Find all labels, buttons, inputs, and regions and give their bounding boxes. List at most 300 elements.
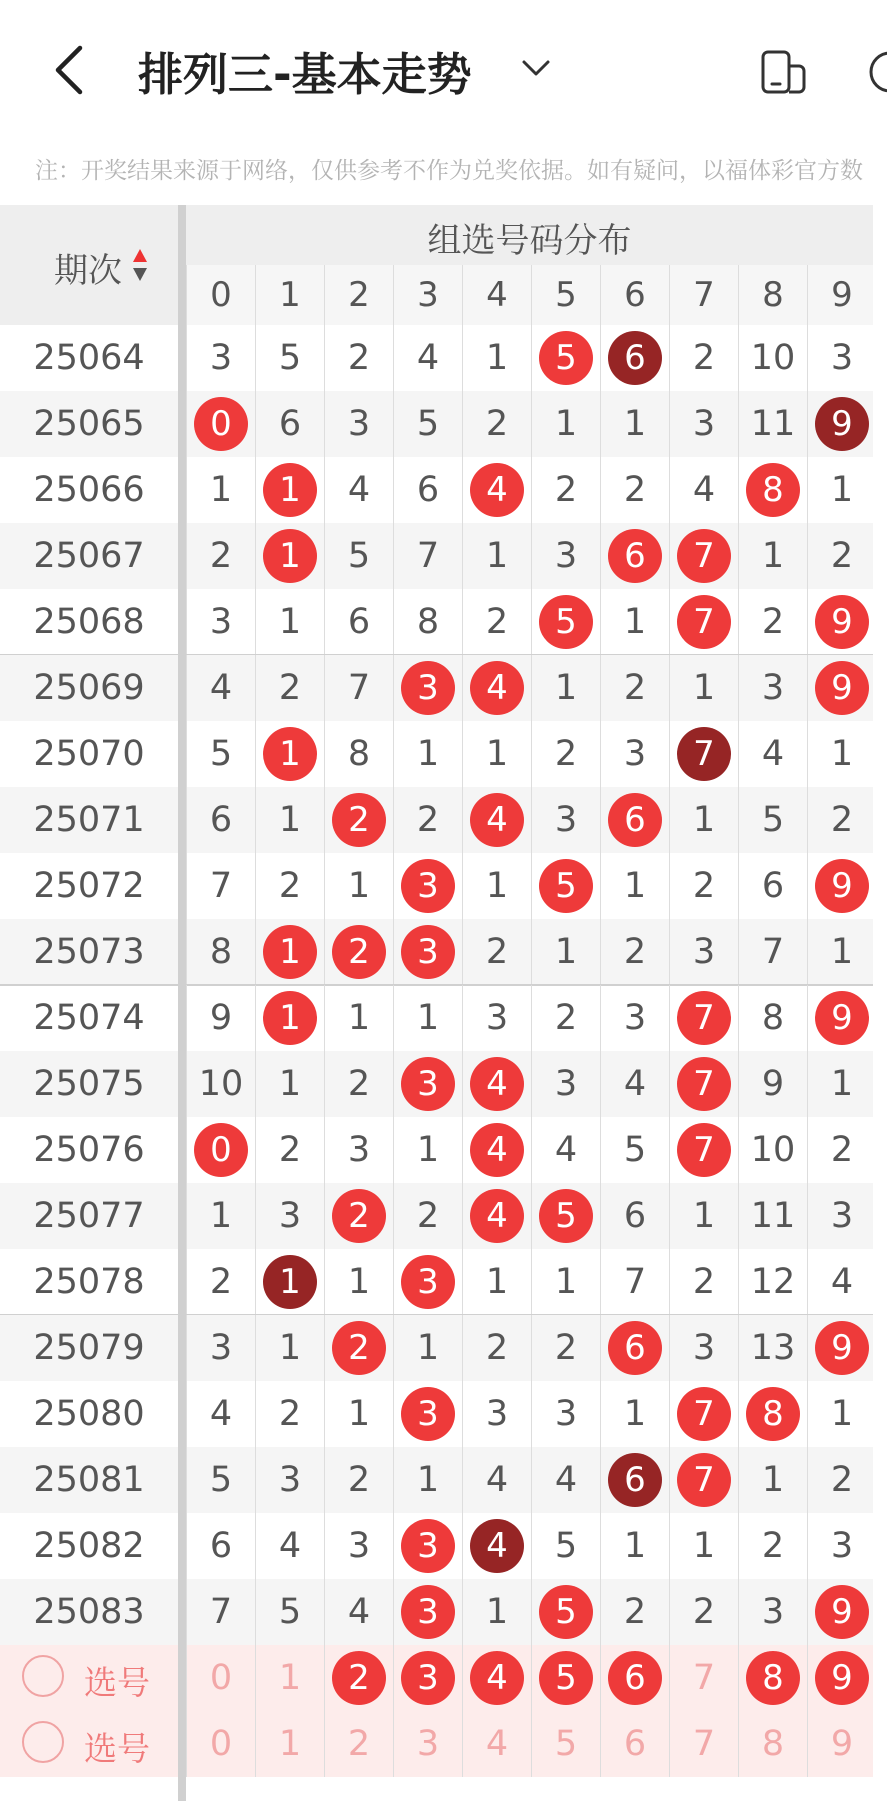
digit-cell: 1	[255, 787, 324, 853]
digit-cell: 3	[669, 391, 738, 457]
digit-cell: 7	[324, 655, 393, 721]
table-row	[0, 1579, 887, 1645]
digit-cell: 1	[807, 1381, 876, 1447]
digit-cell[interactable]: 4	[462, 1711, 531, 1777]
radio-circle-icon[interactable]	[22, 1721, 64, 1763]
drawn-number-ball[interactable]: 8	[746, 1651, 800, 1705]
device-icon	[760, 48, 808, 96]
digit-cell: 2	[807, 1447, 876, 1513]
app-header	[0, 0, 887, 140]
period-number: 25070	[33, 734, 145, 774]
digit-cell: 4	[462, 1447, 531, 1513]
digit-cell: 2	[600, 457, 669, 523]
digit-cell	[324, 787, 393, 853]
digit-cell: 1	[186, 1183, 255, 1249]
drawn-number-ball: 1	[263, 991, 317, 1045]
digit-cell: 7	[186, 853, 255, 919]
period-number: 25082	[33, 1526, 145, 1566]
digit-cell: 1	[531, 655, 600, 721]
digit-cell: 3	[669, 919, 738, 985]
drawn-number-ball: 5	[539, 1189, 593, 1243]
digit-cell[interactable]: 8	[738, 1711, 807, 1777]
digit-cell	[255, 919, 324, 985]
period-number: 25072	[33, 866, 145, 906]
digit-cell: 1	[255, 1315, 324, 1381]
digit-cell[interactable]	[324, 1645, 393, 1711]
title-dropdown-button[interactable]	[521, 56, 551, 80]
drawn-number-ball: 3	[401, 661, 455, 715]
digit-cell: 4	[186, 655, 255, 721]
period-number: 25081	[33, 1460, 145, 1500]
digit-cell: 2	[255, 655, 324, 721]
drawn-number-ball: 0	[194, 1123, 248, 1177]
period-number: 25068	[33, 602, 145, 642]
table-row	[0, 721, 887, 787]
drawn-number-ball: 3	[401, 1387, 455, 1441]
digit-cell: 9	[738, 1051, 807, 1117]
period-header[interactable]	[0, 205, 178, 325]
drawn-number-ball: 3	[401, 859, 455, 913]
digit-cell: 2	[531, 985, 600, 1051]
digit-cell: 2	[669, 1579, 738, 1645]
digit-cell	[600, 1447, 669, 1513]
digit-cell: 2	[738, 589, 807, 655]
digit-cell: 1	[600, 1381, 669, 1447]
table-row	[0, 1447, 887, 1513]
repeat-number-ball: 9	[815, 397, 869, 451]
digit-cell	[531, 1183, 600, 1249]
digit-cell	[324, 919, 393, 985]
digit-cell	[462, 1117, 531, 1183]
digit-cell	[186, 391, 255, 457]
drawn-number-ball: 2	[332, 793, 386, 847]
digit-cell	[600, 1315, 669, 1381]
digit-cell	[255, 985, 324, 1051]
digit-cell: 3	[186, 589, 255, 655]
drawn-number-ball: 1	[263, 463, 317, 517]
digit-cell	[462, 655, 531, 721]
digit-cell: 1	[669, 1183, 738, 1249]
digit-cell: 3	[255, 1447, 324, 1513]
digit-cell: 1	[393, 721, 462, 787]
digit-cell: 1	[324, 1249, 393, 1315]
digit-cell	[807, 391, 876, 457]
digit-cell: 4	[807, 1249, 876, 1315]
drawn-number-ball: 4	[470, 1189, 524, 1243]
page-title[interactable]: 排列三-基本走势	[138, 48, 472, 101]
digit-cell: 3	[186, 1315, 255, 1381]
drawn-number-ball: 5	[539, 859, 593, 913]
digit-cell: 7	[393, 523, 462, 589]
drawn-number-ball: 5	[539, 331, 593, 385]
right-edge	[873, 205, 887, 1801]
digit-cell	[393, 1579, 462, 1645]
drawn-number-ball[interactable]: 2	[332, 1651, 386, 1705]
digit-cell: 2	[669, 853, 738, 919]
digit-cell	[462, 1513, 531, 1579]
chevron-down-icon	[521, 56, 551, 80]
digit-cell: 2	[669, 325, 738, 391]
digit-cell: 6	[738, 853, 807, 919]
digit-header-4: 4	[462, 265, 531, 325]
digit-cell[interactable]	[807, 1645, 876, 1711]
digit-cell: 3	[531, 1051, 600, 1117]
digit-header-3: 3	[393, 265, 462, 325]
drawn-number-ball: 2	[332, 1321, 386, 1375]
digit-cell: 2	[462, 919, 531, 985]
digit-cell: 2	[393, 787, 462, 853]
table-row	[0, 1315, 887, 1381]
period-number: 25065	[33, 404, 145, 444]
digit-cell: 1	[186, 457, 255, 523]
table-row	[0, 919, 887, 985]
digit-cell	[324, 1315, 393, 1381]
drawn-number-ball: 7	[677, 991, 731, 1045]
drawn-number-ball: 9	[815, 661, 869, 715]
digit-cell[interactable]: 2	[324, 1711, 393, 1777]
digit-cell: 3	[600, 985, 669, 1051]
digit-cell: 1	[462, 523, 531, 589]
digit-cell: 5	[186, 1447, 255, 1513]
drawn-number-ball: 2	[332, 1189, 386, 1243]
digit-cell: 7	[186, 1579, 255, 1645]
select-number-toggle[interactable]	[0, 1645, 178, 1711]
digit-cell: 4	[531, 1447, 600, 1513]
digit-cell	[669, 985, 738, 1051]
digit-cell: 1	[324, 853, 393, 919]
digit-cell	[807, 853, 876, 919]
table-row	[0, 1117, 887, 1183]
digit-cell: 1	[462, 1579, 531, 1645]
drawn-number-ball[interactable]: 9	[815, 1651, 869, 1705]
table-row	[0, 589, 887, 655]
drawn-number-ball: 5	[539, 1585, 593, 1639]
digit-cell: 3	[186, 325, 255, 391]
digit-cell: 8	[738, 985, 807, 1051]
digit-cell: 6	[255, 391, 324, 457]
digit-cell	[807, 1579, 876, 1645]
digit-cell: 8	[186, 919, 255, 985]
drawn-number-ball: 5	[539, 595, 593, 649]
digit-cell	[669, 523, 738, 589]
drawn-number-ball: 2	[332, 925, 386, 979]
digit-cell: 3	[669, 1315, 738, 1381]
digit-cell	[393, 1249, 462, 1315]
digit-cell[interactable]: 1	[255, 1645, 324, 1711]
digit-cell: 1	[807, 1051, 876, 1117]
digit-header-8: 8	[738, 265, 807, 325]
digit-cell: 1	[462, 1249, 531, 1315]
digit-cell: 2	[255, 1381, 324, 1447]
drawn-number-ball: 3	[401, 1057, 455, 1111]
digit-cell: 2	[600, 1579, 669, 1645]
digit-cell	[807, 985, 876, 1051]
repeat-number-ball: 4	[470, 1519, 524, 1573]
digit-cell[interactable]	[393, 1645, 462, 1711]
digit-cell[interactable]: 0	[186, 1711, 255, 1777]
digit-cell	[738, 1381, 807, 1447]
digit-cell[interactable]: 7	[669, 1645, 738, 1711]
digit-cell[interactable]: 3	[393, 1711, 462, 1777]
digit-cell	[255, 721, 324, 787]
digit-cell: 1	[393, 1315, 462, 1381]
drawn-number-ball: 3	[401, 1519, 455, 1573]
digit-cell: 10	[738, 1117, 807, 1183]
drawn-number-ball: 6	[608, 1321, 662, 1375]
digit-cell: 2	[186, 1249, 255, 1315]
digit-cell: 3	[255, 1183, 324, 1249]
digit-cell: 1	[255, 589, 324, 655]
digit-cell[interactable]	[738, 1645, 807, 1711]
digit-cell: 4	[393, 325, 462, 391]
digit-cell: 1	[531, 391, 600, 457]
trend-table	[0, 205, 887, 1801]
select-number-label: 选号	[84, 1729, 150, 1768]
digit-cell: 4	[255, 1513, 324, 1579]
period-number: 25073	[33, 932, 145, 972]
digit-cell: 1	[462, 325, 531, 391]
drawn-number-ball[interactable]: 6	[608, 1651, 662, 1705]
digit-cell: 7	[600, 1249, 669, 1315]
drawn-number-ball: 1	[263, 727, 317, 781]
digit-cell: 5	[324, 523, 393, 589]
drawn-number-ball: 3	[401, 1255, 455, 1309]
digit-cell: 3	[324, 1513, 393, 1579]
digit-cell	[462, 787, 531, 853]
drawn-number-ball: 7	[677, 1057, 731, 1111]
digit-cell	[807, 1315, 876, 1381]
digit-cell: 6	[393, 457, 462, 523]
digit-cell	[669, 1381, 738, 1447]
digit-cell: 1	[531, 1249, 600, 1315]
digit-cell[interactable]: 7	[669, 1711, 738, 1777]
drawn-number-ball: 4	[470, 463, 524, 517]
drawn-number-ball: 8	[746, 1387, 800, 1441]
digit-cell: 2	[531, 1315, 600, 1381]
digit-cell: 3	[738, 655, 807, 721]
digit-cell	[393, 1513, 462, 1579]
back-button[interactable]	[50, 45, 90, 95]
drawn-number-ball: 7	[677, 529, 731, 583]
digit-header-2: 2	[324, 265, 393, 325]
period-number: 25067	[33, 536, 145, 576]
disclaimer-notice: 注：开奖结果来源于网络，仅供参考不作为兑奖依据。如有疑问，以福体彩官方数	[35, 158, 863, 184]
digit-cell[interactable]	[531, 1645, 600, 1711]
digit-header-9: 9	[807, 265, 876, 325]
radio-circle-icon[interactable]	[22, 1655, 64, 1697]
digit-cell	[669, 1051, 738, 1117]
digit-cell	[462, 457, 531, 523]
drawn-number-ball: 7	[677, 595, 731, 649]
digit-cell	[531, 853, 600, 919]
digit-header-0: 0	[186, 265, 255, 325]
digit-cell: 3	[738, 1579, 807, 1645]
device-button[interactable]	[760, 48, 808, 96]
more-circle-icon	[868, 50, 887, 94]
digit-cell: 1	[324, 985, 393, 1051]
drawn-number-ball: 7	[677, 1387, 731, 1441]
digit-cell: 1	[600, 391, 669, 457]
digit-cell: 1	[807, 721, 876, 787]
digit-cell: 6	[324, 589, 393, 655]
table-row	[0, 457, 887, 523]
drawn-number-ball: 9	[815, 859, 869, 913]
digit-cell[interactable]: 6	[600, 1711, 669, 1777]
more-button[interactable]	[868, 50, 887, 94]
digit-cell: 2	[738, 1513, 807, 1579]
group-distribution-header	[186, 205, 873, 325]
repeat-number-ball: 7	[677, 727, 731, 781]
digit-cell: 2	[186, 523, 255, 589]
digit-cell: 4	[186, 1381, 255, 1447]
digit-cell	[255, 1249, 324, 1315]
digit-cell: 5	[600, 1117, 669, 1183]
digit-cell: 3	[807, 1513, 876, 1579]
digit-cell[interactable]	[600, 1645, 669, 1711]
period-number: 25079	[33, 1328, 145, 1368]
digit-cell: 3	[807, 325, 876, 391]
digit-cell: 6	[600, 1183, 669, 1249]
digit-cell: 5	[186, 721, 255, 787]
drawn-number-ball[interactable]: 3	[401, 1651, 455, 1705]
digit-header-5: 5	[531, 265, 600, 325]
digit-cell: 2	[462, 391, 531, 457]
drawn-number-ball: 9	[815, 991, 869, 1045]
digit-cell: 3	[462, 985, 531, 1051]
digit-cell: 2	[807, 1117, 876, 1183]
drawn-number-ball: 6	[608, 793, 662, 847]
digit-cell: 1	[600, 853, 669, 919]
digit-cell	[600, 325, 669, 391]
digit-cell	[531, 1579, 600, 1645]
repeat-number-ball: 1	[263, 1255, 317, 1309]
digit-cell: 1	[600, 1513, 669, 1579]
period-number: 25076	[33, 1130, 145, 1170]
selection-row[interactable]	[0, 1645, 887, 1711]
drawn-number-ball: 7	[677, 1453, 731, 1507]
digit-cell	[669, 721, 738, 787]
drawn-number-ball: 9	[815, 1585, 869, 1639]
drawn-number-ball: 4	[470, 1057, 524, 1111]
table-row	[0, 1513, 887, 1579]
selection-row[interactable]	[0, 1711, 887, 1777]
digit-cell	[393, 655, 462, 721]
digit-cell	[462, 1051, 531, 1117]
table-row	[0, 853, 887, 919]
column-separator	[178, 205, 186, 1801]
digit-cell: 12	[738, 1249, 807, 1315]
table-row	[0, 1183, 887, 1249]
digit-cell: 10	[738, 325, 807, 391]
digit-cell: 1	[738, 523, 807, 589]
table-row	[0, 985, 887, 1051]
digit-cell[interactable]: 0	[186, 1645, 255, 1711]
digit-header-1: 1	[255, 265, 324, 325]
digit-cell[interactable]	[462, 1645, 531, 1711]
digit-cell: 2	[600, 919, 669, 985]
digit-cell[interactable]: 1	[255, 1711, 324, 1777]
table-row	[0, 391, 887, 457]
digit-cell[interactable]: 5	[531, 1711, 600, 1777]
period-number: 25066	[33, 470, 145, 510]
drawn-number-ball[interactable]: 4	[470, 1651, 524, 1705]
digit-cell: 4	[669, 457, 738, 523]
table-row	[0, 1249, 887, 1315]
drawn-number-ball: 0	[194, 397, 248, 451]
digit-cell: 11	[738, 1183, 807, 1249]
digit-cell: 1	[807, 919, 876, 985]
digit-cell: 4	[738, 721, 807, 787]
digit-cell	[600, 523, 669, 589]
digit-cell: 3	[324, 1117, 393, 1183]
table-row	[0, 523, 887, 589]
digit-cell: 13	[738, 1315, 807, 1381]
digit-cell: 8	[393, 589, 462, 655]
digit-cell: 3	[531, 787, 600, 853]
digit-cell: 1	[255, 1051, 324, 1117]
digit-cell	[186, 1117, 255, 1183]
digit-cell: 11	[738, 391, 807, 457]
digit-cell: 4	[531, 1117, 600, 1183]
repeat-number-ball: 6	[608, 1453, 662, 1507]
digit-cell	[669, 1447, 738, 1513]
digit-cell: 2	[255, 1117, 324, 1183]
digit-cell: 4	[324, 1579, 393, 1645]
digit-cell: 5	[531, 1513, 600, 1579]
drawn-number-ball: 4	[470, 661, 524, 715]
digit-cell	[669, 589, 738, 655]
sort-icon[interactable]	[132, 247, 148, 283]
digit-cell	[462, 1183, 531, 1249]
digit-cell: 1	[669, 655, 738, 721]
digit-cell: 2	[462, 589, 531, 655]
digit-cell: 1	[600, 589, 669, 655]
digit-cell	[669, 1117, 738, 1183]
digit-cell	[531, 325, 600, 391]
digit-cell	[600, 787, 669, 853]
digit-cell: 1	[807, 457, 876, 523]
digit-cell	[393, 919, 462, 985]
digit-cell: 9	[186, 985, 255, 1051]
drawn-number-ball: 7	[677, 1123, 731, 1177]
digit-cell: 7	[738, 919, 807, 985]
digit-cell: 5	[255, 1579, 324, 1645]
drawn-number-ball: 4	[470, 1123, 524, 1177]
digit-cell[interactable]: 9	[807, 1711, 876, 1777]
period-number: 25080	[33, 1394, 145, 1434]
drawn-number-ball[interactable]: 5	[539, 1651, 593, 1705]
digit-cell: 6	[186, 1513, 255, 1579]
digit-cell	[393, 1051, 462, 1117]
digit-cell: 2	[324, 1447, 393, 1513]
digit-cell: 2	[393, 1183, 462, 1249]
digit-cell: 1	[738, 1447, 807, 1513]
digit-cell	[531, 589, 600, 655]
digit-cell: 3	[531, 523, 600, 589]
select-number-toggle[interactable]	[0, 1711, 178, 1777]
digit-cell: 2	[531, 721, 600, 787]
digit-cell: 10	[186, 1051, 255, 1117]
digit-cell: 2	[324, 1051, 393, 1117]
table-row	[0, 787, 887, 853]
period-number: 25075	[33, 1064, 145, 1104]
digit-cell: 1	[462, 853, 531, 919]
digit-cell	[393, 853, 462, 919]
drawn-number-ball: 1	[263, 529, 317, 583]
digit-cell	[324, 1183, 393, 1249]
period-header-label: 期次	[54, 251, 122, 291]
period-number: 25069	[33, 668, 145, 708]
